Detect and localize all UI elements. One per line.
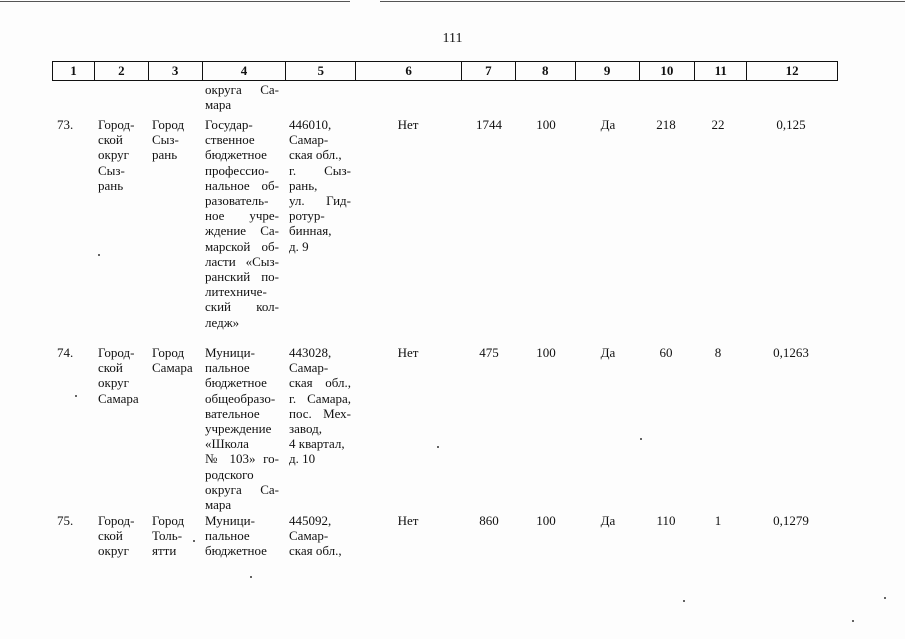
text-line: ул. Гид- bbox=[289, 193, 351, 209]
text-line: д. 9 bbox=[289, 238, 309, 254]
table-cell-col-8: 100 bbox=[536, 513, 556, 528]
text-line: г. Самара, bbox=[289, 390, 351, 406]
table-header-row bbox=[52, 61, 838, 81]
scan-speck bbox=[884, 597, 886, 599]
text-line: завод, bbox=[289, 421, 322, 437]
text-line: ская обл., bbox=[289, 147, 342, 163]
text-line: «Школа bbox=[205, 436, 249, 452]
table-cell-col-6: Нет bbox=[397, 345, 419, 360]
scan-speck bbox=[683, 600, 685, 602]
text-line: ранский по- bbox=[205, 269, 279, 285]
table-cell-col-3 bbox=[152, 117, 194, 163]
table-cell-col-12: 0,125 bbox=[776, 117, 806, 132]
text-line: округа Са- bbox=[205, 82, 279, 97]
table-cell-col-5 bbox=[289, 513, 351, 559]
text-line: 445092, bbox=[289, 513, 332, 528]
text-line: бюджетное bbox=[205, 543, 267, 559]
text-line: Город bbox=[152, 513, 185, 528]
header-col-9: 9 bbox=[576, 62, 640, 80]
text-line: рань bbox=[152, 147, 178, 163]
text-line: вательное bbox=[205, 405, 260, 421]
scan-speck bbox=[852, 620, 854, 622]
text-line: разователь- bbox=[205, 193, 269, 209]
table-cell-col-5 bbox=[289, 345, 351, 467]
text-line: № 103» го- bbox=[205, 451, 279, 467]
text-line: округ bbox=[98, 375, 129, 391]
scan-speck bbox=[75, 395, 77, 397]
table-cell-col-12: 0,1263 bbox=[773, 345, 809, 360]
table-cell-col-12: 0,1279 bbox=[773, 513, 809, 528]
header-col-3: 3 bbox=[149, 62, 203, 80]
table-cell-col-10: 60 bbox=[659, 345, 673, 360]
table-cell-col-2 bbox=[98, 513, 138, 559]
scan-edge-line bbox=[380, 1, 905, 2]
text-line: ской bbox=[98, 132, 123, 148]
text-line: ротур- bbox=[289, 208, 325, 224]
text-line: бюджетное bbox=[205, 375, 267, 391]
text-line: рань bbox=[98, 177, 124, 193]
table-cell-col-6: Нет bbox=[397, 513, 419, 528]
text-line: рань, bbox=[289, 177, 318, 193]
header-col-6: 6 bbox=[356, 62, 462, 80]
scan-speck bbox=[193, 540, 195, 542]
text-line: ное учре- bbox=[205, 208, 279, 224]
table-cell-col-1: 74. bbox=[57, 345, 74, 360]
table-cell-col-11: 22 bbox=[711, 117, 725, 132]
text-line: нальное об- bbox=[205, 177, 279, 193]
text-line: Сыз- bbox=[152, 132, 179, 148]
table-cell-col-2 bbox=[98, 345, 138, 406]
text-line: учреждение bbox=[205, 421, 272, 437]
table-cell-col-10: 218 bbox=[656, 117, 676, 132]
text-line: 443028, bbox=[289, 345, 332, 360]
header-col-2: 2 bbox=[95, 62, 149, 80]
text-line: Муници- bbox=[205, 345, 255, 360]
table-cell-col-4 bbox=[205, 117, 279, 330]
text-line: марской об- bbox=[205, 238, 279, 254]
text-line: Толь- bbox=[152, 528, 183, 544]
scan-speck bbox=[640, 438, 642, 440]
text-line: мара bbox=[205, 497, 232, 513]
table-cell-col-8: 100 bbox=[536, 345, 556, 360]
header-col-11: 11 bbox=[695, 62, 747, 80]
text-line: пальное bbox=[205, 528, 250, 544]
header-col-8: 8 bbox=[516, 62, 576, 80]
text-line: Город- bbox=[98, 117, 135, 132]
table-cell-col-7: 1744 bbox=[476, 117, 502, 132]
header-col-7: 7 bbox=[462, 62, 516, 80]
table-cell-col-3 bbox=[152, 345, 194, 375]
text-line: пос. Мех- bbox=[289, 405, 351, 421]
text-line: округа Са- bbox=[205, 481, 279, 497]
table-cell-col-1: 75. bbox=[57, 513, 74, 528]
table-cell-col-10: 110 bbox=[656, 513, 676, 528]
text-line: ледж» bbox=[205, 314, 240, 330]
text-line: Город- bbox=[98, 513, 135, 528]
table-cell-col-3 bbox=[152, 513, 194, 559]
text-line: округ bbox=[98, 543, 129, 559]
text-line: ласти «Сыз- bbox=[205, 253, 279, 269]
text-line: Государ- bbox=[205, 117, 253, 132]
text-line: бюджетное bbox=[205, 147, 267, 163]
table-cell-col-1: 73. bbox=[57, 117, 74, 132]
text-line: Самар- bbox=[289, 360, 329, 376]
text-line: мара bbox=[205, 97, 232, 113]
text-line: ская обл., bbox=[289, 375, 351, 391]
text-line: Город bbox=[152, 345, 185, 360]
text-line: ская обл., bbox=[289, 543, 342, 559]
header-col-4: 4 bbox=[203, 62, 287, 80]
scan-speck bbox=[437, 446, 439, 448]
text-line: ский кол- bbox=[205, 299, 279, 315]
text-line: Город bbox=[152, 117, 185, 132]
header-col-10: 10 bbox=[640, 62, 696, 80]
text-line: Муници- bbox=[205, 513, 255, 528]
text-line: Самар- bbox=[289, 132, 329, 148]
table-cell-col-2 bbox=[98, 117, 138, 193]
text-line: Город- bbox=[98, 345, 135, 360]
table-cell-col-4 bbox=[205, 345, 279, 512]
text-line: ятти bbox=[152, 543, 177, 559]
scan-speck bbox=[250, 576, 252, 578]
text-line: ственное bbox=[205, 132, 255, 148]
text-line: Самара bbox=[152, 360, 193, 376]
table-cell-col-7: 860 bbox=[479, 513, 499, 528]
table-cell-col-8: 100 bbox=[536, 117, 556, 132]
scan-edge-line bbox=[0, 1, 350, 2]
text-line: Самара bbox=[98, 390, 139, 406]
table-cell-col-9: Да bbox=[600, 345, 616, 360]
text-line: бинная, bbox=[289, 223, 332, 239]
scan-speck bbox=[98, 254, 100, 256]
text-line: литехниче- bbox=[205, 284, 267, 300]
text-line: д. 10 bbox=[289, 451, 316, 467]
table-cell-col-4 bbox=[205, 513, 279, 559]
table-cell-col-11: 1 bbox=[714, 513, 722, 528]
text-line: ской bbox=[98, 528, 123, 544]
text-line: общеобразо- bbox=[205, 390, 276, 406]
text-line: родского bbox=[205, 466, 254, 482]
text-line: округ bbox=[98, 147, 129, 163]
header-col-1: 1 bbox=[53, 62, 95, 80]
table-cell-col-5 bbox=[289, 117, 351, 254]
table-cell-col-9: Да bbox=[600, 117, 616, 132]
table-cell-col-7: 475 bbox=[479, 345, 499, 360]
text-line: г. Сыз- bbox=[289, 162, 351, 178]
carry-over-cell bbox=[205, 82, 279, 112]
text-line: 446010, bbox=[289, 117, 332, 132]
header-col-12: 12 bbox=[785, 63, 799, 78]
text-line: Сыз- bbox=[98, 162, 125, 178]
text-line: пальное bbox=[205, 360, 250, 376]
text-line: ждение Са- bbox=[205, 223, 279, 239]
text-line: Самар- bbox=[289, 528, 329, 544]
table-cell-col-9: Да bbox=[600, 513, 616, 528]
header-col-5: 5 bbox=[286, 62, 356, 80]
table-cell-col-11: 8 bbox=[714, 345, 722, 360]
text-line: ской bbox=[98, 360, 123, 376]
page-number: 111 bbox=[442, 31, 463, 46]
text-line: 4 квартал, bbox=[289, 436, 345, 452]
text-line: профессио- bbox=[205, 162, 269, 178]
table-cell-col-6: Нет bbox=[397, 117, 419, 132]
